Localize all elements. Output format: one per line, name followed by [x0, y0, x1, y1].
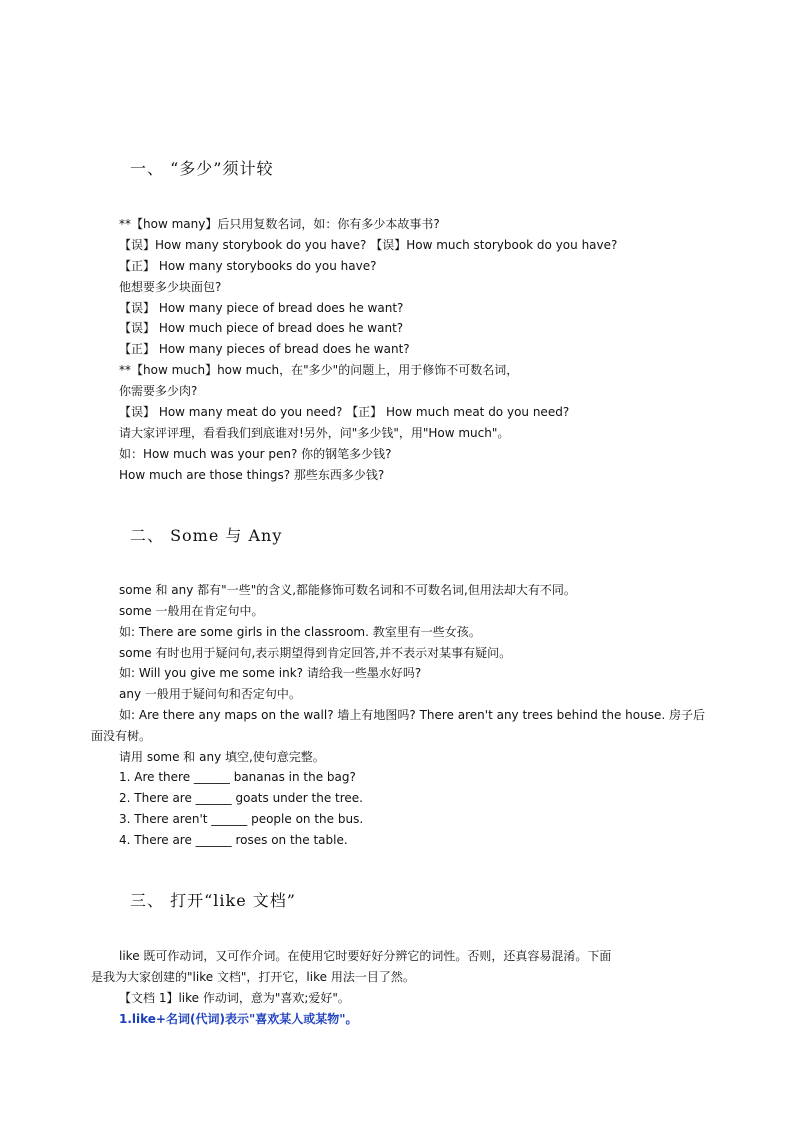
- text-line: any 一般用于疑问句和否定句中。: [119, 687, 301, 701]
- section-heading-3: 三、 打开“like 文档”: [130, 891, 296, 910]
- text-line: 如：How much was your pen? 你的钢笔多少钱?: [119, 447, 392, 461]
- exercise-line: 1. Are there ______ bananas in the bag?: [119, 770, 356, 784]
- text-line: like 既可作动词，又可作介词。在使用它时要好好分辨它的词性。否则，还真容易混淆。下面: [119, 949, 612, 963]
- text-line: 请用 some 和 any 填空,使句意完整。: [119, 750, 325, 764]
- section-heading-1: 一、 “多少”须计较: [130, 159, 274, 178]
- text-line: some 一般用在肯定句中。: [119, 604, 264, 618]
- exercise-line: 2. There are ______ goats under the tree.: [119, 791, 363, 805]
- text-line: 是我为大家创建的"like 文档"，打开它，like 用法一目了然。: [91, 970, 415, 984]
- text-line: some 和 any 都有"一些"的含义,都能修饰可数名词和不可数名词,但用法却大有不同。: [119, 583, 576, 597]
- text-line: **【how much】how much，在"多少"的问题上，用于修饰不可数名词，: [119, 363, 519, 377]
- text-line: 如: There are some girls in the classroom. 教室里有一些女孩。: [119, 625, 481, 639]
- text-line: 【误】 How many piece of bread does he want?: [119, 301, 404, 315]
- text-line: 面没有树。: [91, 729, 152, 743]
- text-line: **【how many】后只用复数名词，如：你有多少本故事书?: [119, 217, 440, 231]
- exercise-line: 3. There aren't ______ people on the bus.: [119, 812, 364, 826]
- text-line: 【误】 How much piece of bread does he want?: [119, 321, 404, 335]
- text-line: 他想要多少块面包?: [119, 280, 222, 294]
- section-heading-2: 二、 Some 与 Any: [130, 526, 283, 545]
- text-line: How much are those things? 那些东西多少钱?: [119, 468, 385, 482]
- exercise-line: 4. There are ______ roses on the table.: [119, 833, 348, 847]
- text-line: 【文档 1】like 作动词，意为"喜欢;爱好"。: [119, 991, 350, 1005]
- text-line: some 有时也用于疑问句,表示期望得到肯定回答,并不表示对某事有疑问。: [119, 646, 512, 660]
- text-line: 如: Are there any maps on the wall? 墙上有地图吗? There aren't any trees behind the house. 房子后: [119, 708, 705, 722]
- highlighted-rule-line: 1.like+名词(代词)表示"喜欢某人或某物"。: [119, 1012, 358, 1026]
- text-line: 【误】How many storybook do you have? 【误】How much storybook do you have?: [119, 238, 618, 252]
- text-line: 【误】 How many meat do you need? 【正】 How much meat do you need?: [119, 405, 570, 419]
- text-line: 【正】 How many pieces of bread does he want?: [119, 342, 410, 356]
- text-line: 【正】 How many storybooks do you have?: [119, 259, 377, 273]
- text-line: 如: Will you give me some ink? 请给我一些墨水好吗?: [119, 666, 422, 680]
- text-line: 你需要多少肉?: [119, 384, 198, 398]
- text-line: 请大家评评理，看看我们到底谁对!另外，问"多少钱"，用"How much"。: [119, 426, 510, 440]
